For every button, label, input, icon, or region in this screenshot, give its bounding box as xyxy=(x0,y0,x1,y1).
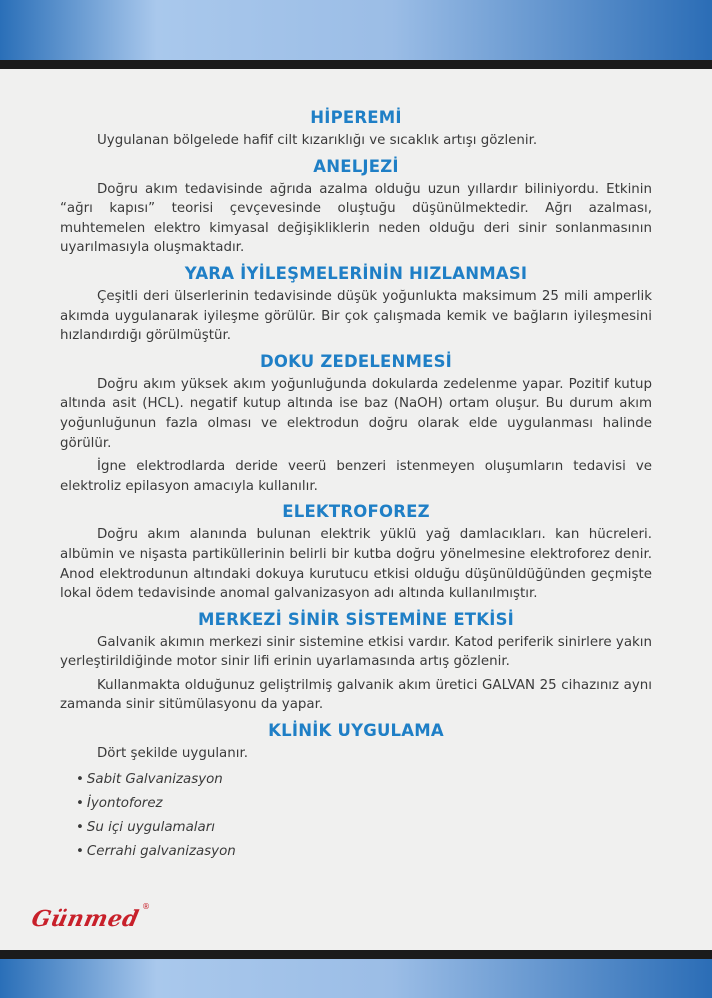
section-aneljezi xyxy=(60,155,652,258)
paragraph: Kullanmakta olduğunuz geliştrilmiş galvanik akım üretici GALVAN 25 cihazınız aynı zamanda sinir sitümülasyonu da yapar. xyxy=(60,677,652,713)
section-heading: YARA İYİLEŞMELERİNİN HIZLANMASI xyxy=(184,263,528,283)
section-heading: MERKEZİ SİNİR SİSTEMİNE ETKİSİ xyxy=(197,609,514,629)
list-item xyxy=(60,840,652,864)
section-heading: ANELJEZİ xyxy=(313,156,399,176)
section-heading: DOKU ZEDELENMESİ xyxy=(259,351,453,371)
section-elektroforez xyxy=(60,500,652,603)
paragraph: Galvanik akımın merkezi sinir sistemine etkisi vardır. Katod periferik sinirlere yakın yerleştirildiğinde motor sinir lifi erinin uyarlamasında artış gözlenir. xyxy=(60,634,652,670)
top-gradient-band xyxy=(0,0,712,62)
section-merkezi-sinir-sistemi xyxy=(60,608,652,715)
gunmed-logo xyxy=(29,902,152,948)
registered-mark: ® xyxy=(142,902,150,911)
list-item-label: Cerrahi galvanizasyon xyxy=(86,843,236,859)
bullet-icon: • xyxy=(76,819,84,835)
bullet-icon: • xyxy=(76,771,84,787)
section-heading: ELEKTROFOREZ xyxy=(282,502,430,522)
section-heading: KLİNİK UYGULAMA xyxy=(268,721,444,741)
section-klinik-uygulama xyxy=(60,719,652,864)
paragraph: İgne elektrodlarda deride veerü benzeri istenmeyen oluşumların tedavisi ve elektroliz epilasyon amacıyla kullanılır. xyxy=(60,459,652,494)
section-yara-iyilesmeleri xyxy=(60,262,652,346)
paragraph: Uygulanan bölgelede hafif cilt kızarıklığı ve sıcaklık artışı gözlenir. xyxy=(97,133,538,148)
application-list xyxy=(60,768,652,864)
section-hiperemi xyxy=(60,106,652,151)
top-dark-bar xyxy=(0,60,712,69)
paragraph: Doğru akım alanında bulunan elektrik yüklü yağ damlacıkları. kan hücreleri. albümin ve nişasta partiküllerinin belirli bir kutba doğru yönelmesine elektroforez denir. Anod elektrodunun altındaki dokuya kurutucu etkisi olduğu düşünüldüğünden geçmişte lokal ödem tedavisinde anomal galvanizasyon adı altında kullanılmıştır. xyxy=(60,527,652,602)
list-item-label: Su içi uygulamaları xyxy=(86,819,215,835)
bullet-icon: • xyxy=(76,795,84,811)
section-doku-zedelenmesi xyxy=(60,350,652,497)
paragraph: Doğru akım yüksek akım yoğunluğunda dokularda zedelenme yapar. Pozitif kutup altında asit (HCL). negatif kutup altında ise baz (NaOH) ortam oluşur. Bu durum akım yoğunluğunun fazla olması ve elektrodun doğru olarak elde uygulanması halinde görülür. xyxy=(60,376,652,451)
list-item-label: İyontoforez xyxy=(86,795,163,811)
bottom-dark-bar xyxy=(0,950,712,959)
bullet-icon: • xyxy=(76,843,84,859)
list-item xyxy=(60,816,652,840)
list-item-label: Sabit Galvanizasyon xyxy=(86,771,223,787)
document-body xyxy=(60,106,652,864)
section-heading: HİPEREMİ xyxy=(310,108,402,127)
bottom-gradient-band xyxy=(0,959,712,998)
paragraph: Doğru akım tedavisinde ağrıda azalma olduğu uzun yıllardır biliniyordu. Etkinin “ağrı kapısı” teorisi çevçevesinde oluştuğu düşünülmektedir. Ağrı azalması, muhtemelen elektro kimyasal değişikliklerin neden olduğu deri sinir sonlanmasının uyarılmasıyla oluşmaktadır. xyxy=(60,181,652,256)
list-item xyxy=(60,792,652,816)
paragraph: Dört şekilde uygulanır. xyxy=(97,746,248,762)
logo-wordmark: Günmed xyxy=(29,906,142,932)
list-item xyxy=(60,768,652,792)
paragraph: Çeşitli deri ülserlerinin tedavisinde düşük yoğunlukta maksimum 25 mili amperlik akımda uygulanarak iyileşme görülür. Bir çok çalışmada kemik ve bağların iyileşmesini hızlandırdığı görülmüştür. xyxy=(60,288,652,344)
